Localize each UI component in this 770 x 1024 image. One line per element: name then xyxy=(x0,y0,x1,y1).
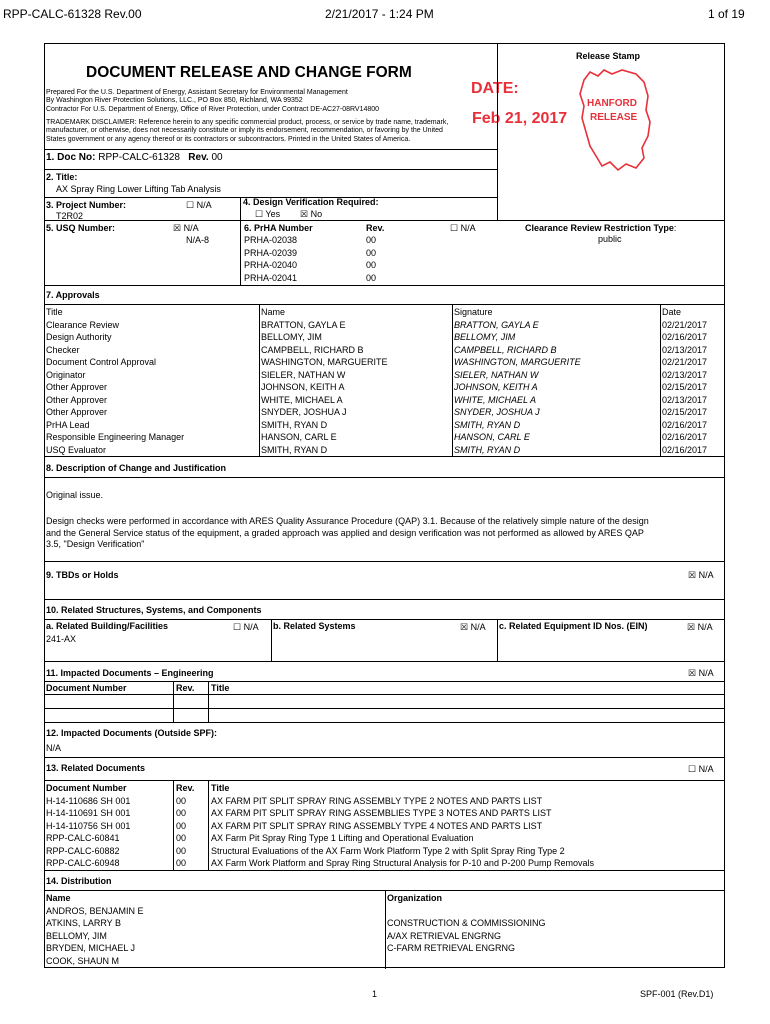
related-equipment-label: c. Related Equipment ID Nos. (EIN) xyxy=(499,621,648,631)
approvals-titles: Title Clearance Review Design Authority Checker Document Control Approval Originator Other Approver Other Approver Other Approver PrHA Lead Responsible Engineering Manager USQ Evaluator xyxy=(46,307,185,455)
related-docs-numbers: Document Number H-14-110686 SH 001 H-14-110691 SH 001 H-14-110756 SH 001 RPP-CALC-60841 RPP-CALC-60882 RPP-CALC-60948 xyxy=(46,783,131,868)
impacted-eng-label: 11. Impacted Documents – Engineering xyxy=(46,668,214,678)
usq-na-checkbox[interactable]: ☒ N/A xyxy=(173,223,199,233)
description-para2: Design checks were performed in accordance with ARES Quality Assurance Procedure (QAP) 3.1. Because of the relatively simple nature of the design and the General Service status of the equipment, a graded approach was applied and design verification was not performed as allowed by ARES QAP 3.5, "Design Verification" xyxy=(46,516,649,550)
description-para1: Original issue. xyxy=(46,490,104,500)
related-docs-label: 13. Related Documents xyxy=(46,763,146,773)
impacted-eng-rev-header: Rev. xyxy=(176,683,195,693)
clearance-value: public xyxy=(598,234,622,244)
project-na-checkbox[interactable]: ☐ N/A xyxy=(186,200,212,210)
stamp-hanford: HANFORD xyxy=(587,98,637,109)
prha-rev-label: Rev. xyxy=(366,223,385,233)
approvals-signatures: Signature BRATTON, GAYLA E BELLOMY, JIM CAMPBELL, RICHARD B WASHINGTON, MARGUERITE SIELER, NATHAN W JOHNSON, KEITH A WHITE, MICHAEL A SNYDER, JOSHUA J SMITH, RYAN D HANSON, CARL E SMITH, RYAN D xyxy=(454,307,581,455)
stamp-date-value: Feb 21, 2017 xyxy=(472,110,568,127)
related-docs-revs: Rev. 00 00 00 00 00 00 xyxy=(176,783,195,868)
prha-revs: 00 00 00 00 xyxy=(366,235,377,283)
related-docs-na[interactable]: ☐ N/A xyxy=(688,764,714,774)
distribution-names: Name ANDROS, BENJAMIN E ATKINS, LARRY B BELLOMY, JIM BRYDEN, MICHAEL J COOK, SHAUN M xyxy=(46,893,144,966)
approvals-label: 7. Approvals xyxy=(46,290,100,300)
impacted-eng-title-header: Title xyxy=(211,683,230,693)
prha-numbers: PRHA-02038 PRHA-02039 PRHA-02040 PRHA-02041 xyxy=(244,235,298,283)
impacted-eng-na[interactable]: ☒ N/A xyxy=(688,668,714,678)
title-value: AX Spray Ring Lower Lifting Tab Analysis xyxy=(56,184,221,194)
related-buildings-label: a. Related Building/Facilities xyxy=(46,621,169,631)
trademark-disclaimer: TRADEMARK DISCLAIMER: Reference herein to any specific commercial product, process, or service by trade name, trademark, manufacturer, or otherwise, does not necessarily constitute or imply its endorsement, recommendation, or favoring by the United States government or any agency thereof or its contractors or subcontractors. Printed in the United States of America. xyxy=(46,119,449,143)
prha-label: 6. PrHA Number xyxy=(244,223,313,233)
related-structures-label: 10. Related Structures, Systems, and Components xyxy=(46,605,262,615)
title-label: 2. Title: xyxy=(46,172,78,182)
related-systems-label: b. Related Systems xyxy=(273,621,356,631)
stamp-date-label: DATE: xyxy=(471,80,519,97)
design-verification-no[interactable]: ☒ No xyxy=(300,209,323,219)
release-stamp xyxy=(466,62,706,177)
usq-label: 5. USQ Number: xyxy=(46,223,116,233)
distribution-label: 14. Distribution xyxy=(46,876,112,886)
header-datetime: 2/21/2017 - 1:24 PM xyxy=(325,7,434,21)
prepared-by: Prepared For the U.S. Department of Energy, Assistant Secretary for Environmental Management By Washington River Protection Solutions, LLC., PO Box 850, Richland, WA 99352 Contractor For U.S. Department of Energy, Office of River Protection, under Contract DE-AC27-08RV14800 xyxy=(46,89,380,113)
project-value: T2R02 xyxy=(56,211,84,221)
impacted-outside-label: 12. Impacted Documents (Outside SPF): xyxy=(46,728,218,738)
related-docs-titles: Title AX FARM PIT SPLIT SPRAY RING ASSEMBLY TYPE 2 NOTES AND PARTS LIST AX FARM PIT SPLIT SPRAY RING ASSEMBLIES TYPE 3 NOTES AND PARTS LIST AX FARM PIT SPLIT SPRAY RING ASSEMBLY TYPE 4 NOTES AND PARTS LIST AX Farm Pit Spray Ring Type 1 Lifting and Operational Evaluation Structural Evaluations of the AX Farm Work Platform Type 2 with Split Spray Ring Type 2 AX Farm Work Platform and Spray Ring Structural Analysis for P-10 and P-200 Pump Removals xyxy=(211,783,594,868)
stamp-release: RELEASE xyxy=(590,112,638,123)
impacted-outside-value: N/A xyxy=(46,743,62,753)
footer-form-id: SPF-001 (Rev.D1) xyxy=(640,989,714,999)
prha-na-checkbox[interactable]: ☐ N/A xyxy=(450,223,476,233)
design-verification-yes[interactable]: ☐ Yes xyxy=(255,209,281,219)
impacted-eng-doc-header: Document Number xyxy=(46,683,127,693)
doc-no-field: 1. Doc No: RPP-CALC-61328 Rev. 00 xyxy=(46,152,223,163)
clearance-label: Clearance Review Restriction Type: xyxy=(525,223,677,233)
related-systems-na[interactable]: ☒ N/A xyxy=(460,622,486,632)
related-buildings-value: 241-AX xyxy=(46,634,77,644)
header-doc-rev: RPP-CALC-61328 Rev.00 xyxy=(3,7,142,21)
header-page-count: 1 of 19 xyxy=(708,7,745,21)
related-equipment-na[interactable]: ☒ N/A xyxy=(687,622,713,632)
footer-page-number: 1 xyxy=(372,989,378,999)
related-buildings-na[interactable]: ☐ N/A xyxy=(233,622,259,632)
project-label: 3. Project Number: xyxy=(46,200,127,210)
tbds-na-checkbox[interactable]: ☒ N/A xyxy=(688,570,714,580)
release-form xyxy=(44,43,725,968)
release-stamp-label: Release Stamp xyxy=(576,51,641,61)
form-title: DOCUMENT RELEASE AND CHANGE FORM xyxy=(86,64,412,81)
usq-value: N/A-8 xyxy=(186,235,210,245)
design-verification-label: 4. Design Verification Required: xyxy=(243,197,379,207)
approvals-dates: Date 02/21/2017 02/16/2017 02/13/2017 02/21/2017 02/13/2017 02/15/2017 02/13/2017 02/15/2017 02/16/2017 02/16/2017 02/16/2017 xyxy=(662,307,708,455)
approvals-names: Name BRATTON, GAYLA E BELLOMY, JIM CAMPBELL, RICHARD B WASHINGTON, MARGUERITE SIELER, NATHAN W JOHNSON, KEITH A WHITE, MICHAEL A SNYDER, JOSHUA J SMITH, RYAN D HANSON, CARL E SMITH, RYAN D xyxy=(261,307,388,455)
tbds-label: 9. TBDs or Holds xyxy=(46,570,119,580)
description-label: 8. Description of Change and Justification xyxy=(46,463,227,473)
distribution-orgs: Organization CONSTRUCTION & COMMISSIONING A/AX RETRIEVAL ENGRNG C-FARM RETRIEVAL ENGRNG xyxy=(387,893,546,953)
